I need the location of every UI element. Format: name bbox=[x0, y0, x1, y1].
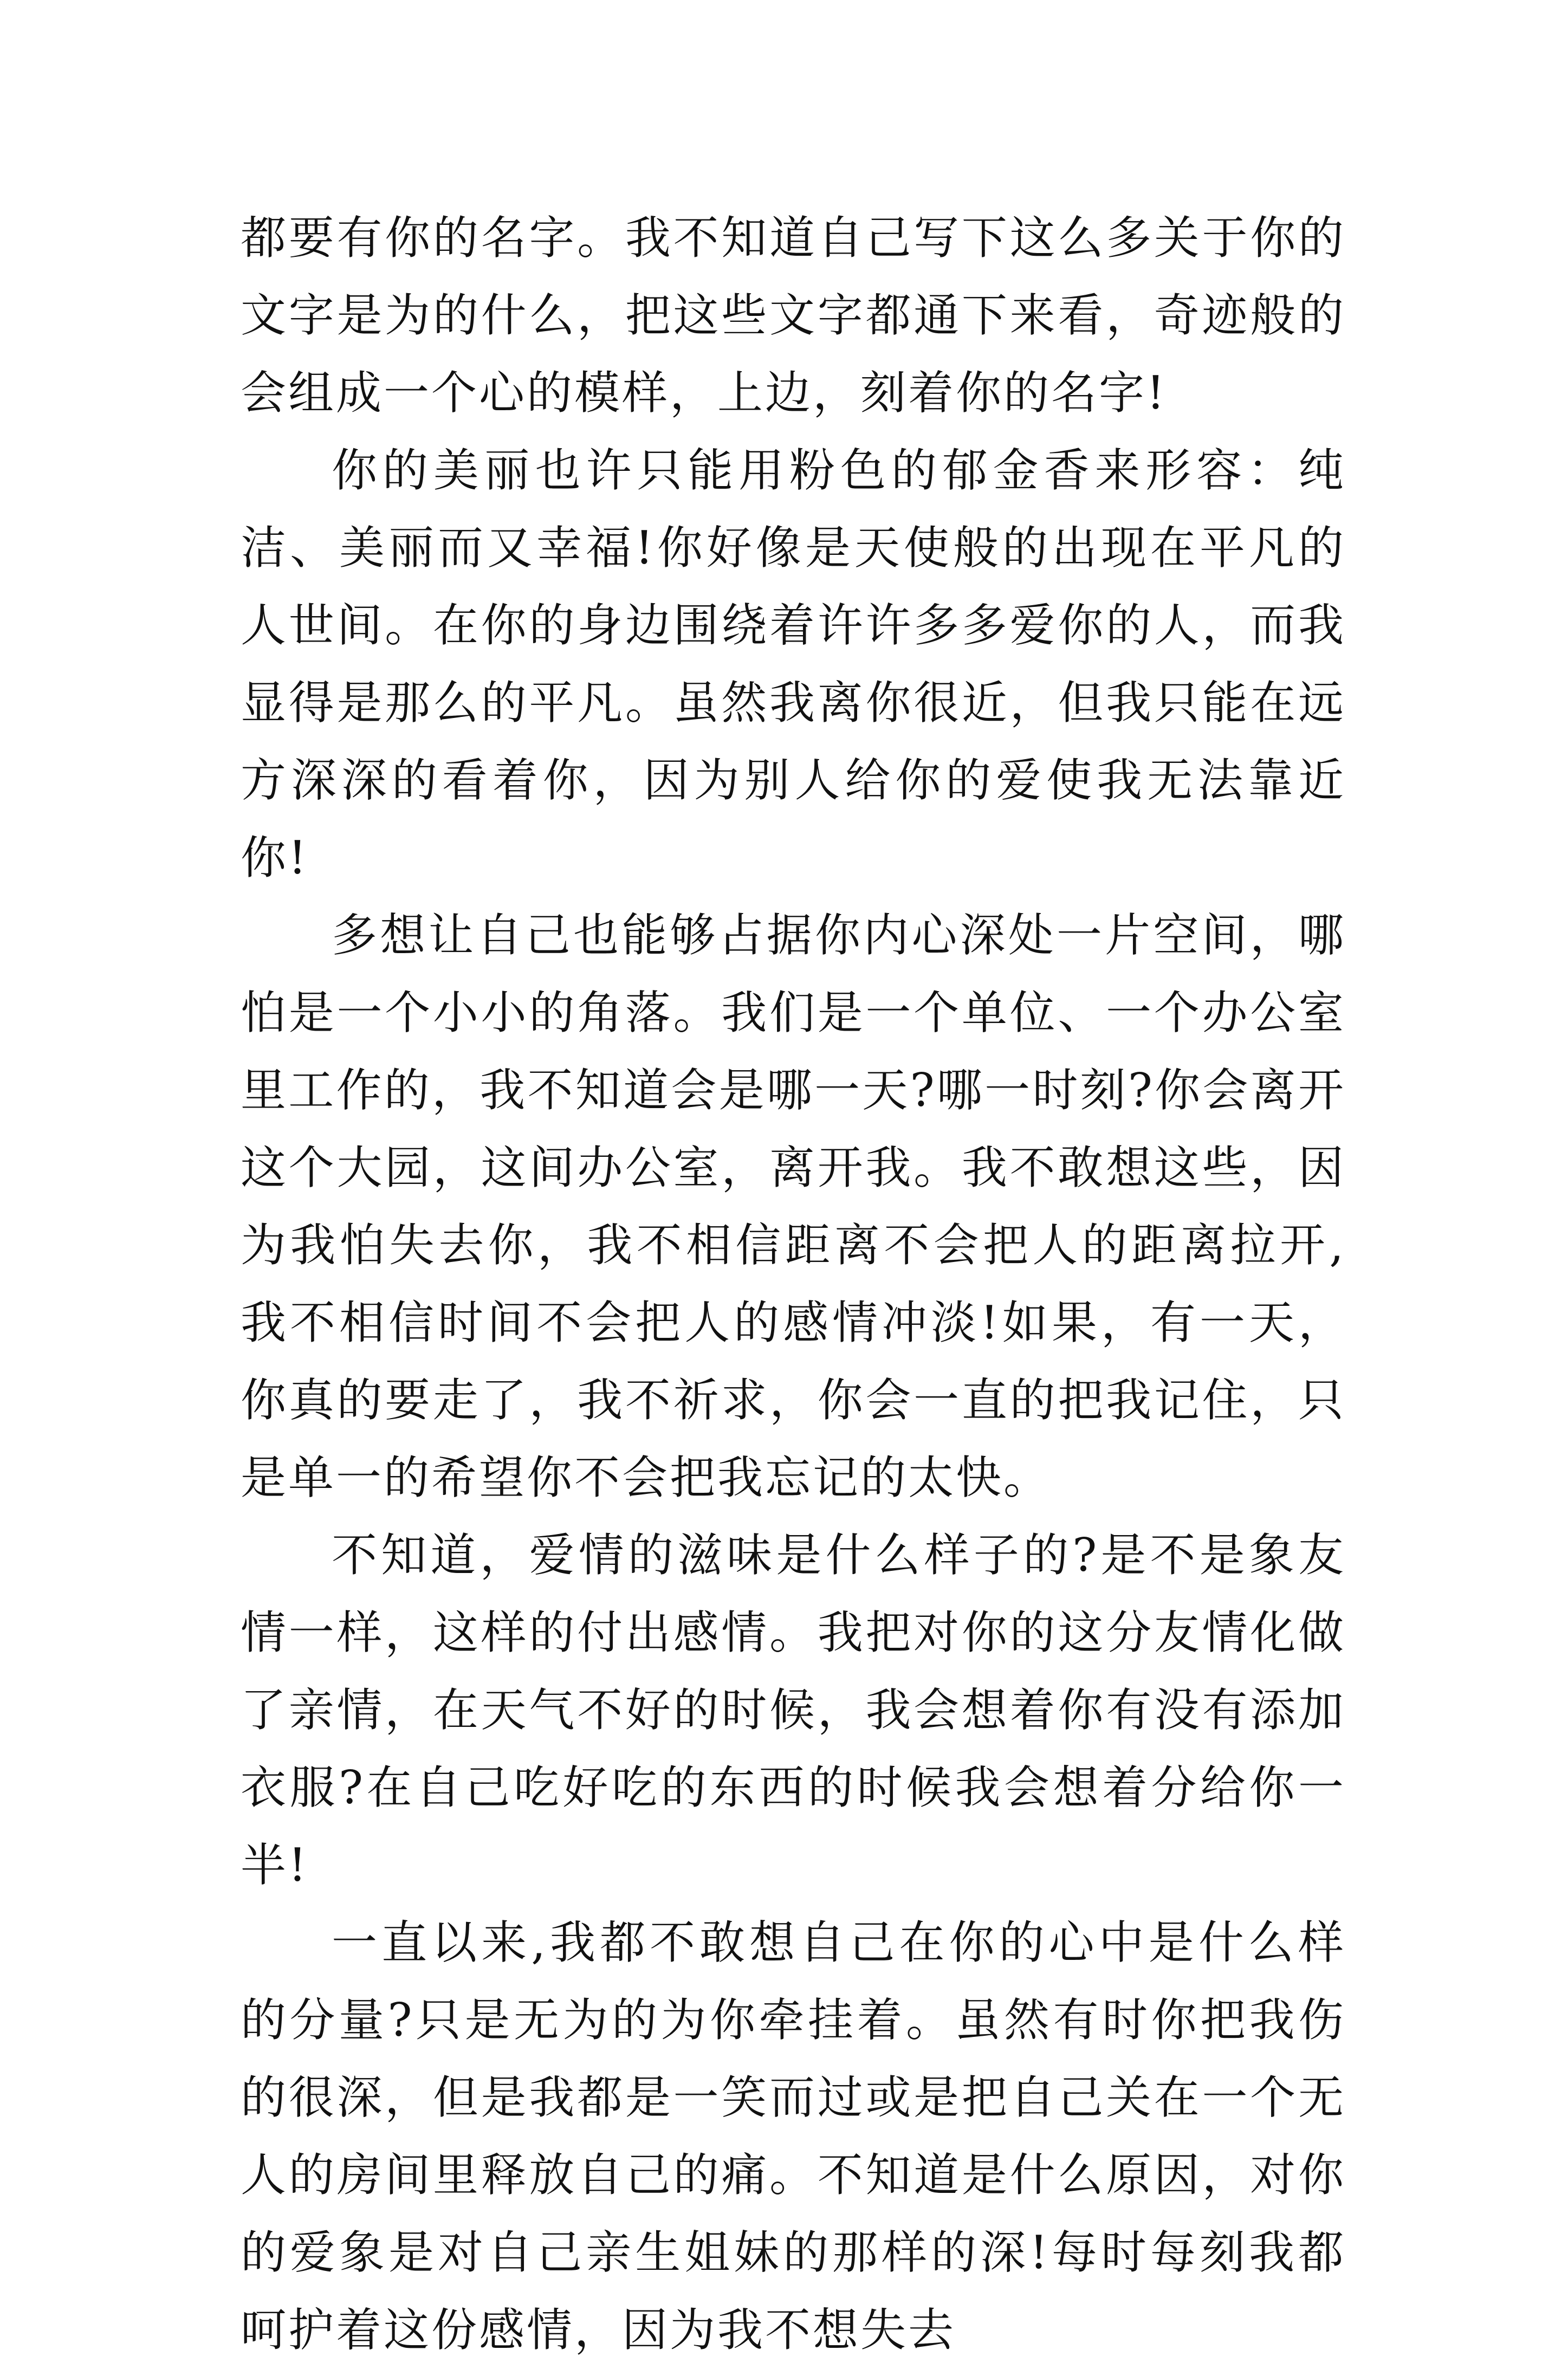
paragraph-2: 你的美丽也许只能用粉色的郁金香来形容：纯洁、美丽而又幸福!你好像是天使般的出现在平凡的人世间。在你的身边围绕着许许多多爱你的人，而我显得是那么的平凡。虽然我离你很近，但我只能在远方深深的看着你，因为别人给你的爱使我无法靠近你! bbox=[241, 444, 1346, 884]
paragraph-4: 不知道，爱情的滋味是什么样子的?是不是象友情一样，这样的付出感情。我把对你的这分友情化做了亲情，在天气不好的时候，我会想着你有没有添加衣服?在自己吃好吃的东西的时候我会想着分给你一半! bbox=[241, 1529, 1346, 1892]
paragraph-1: 都要有你的名字。我不知道自己写下这么多关于你的文字是为的什么，把这些文字都通下来看，奇迹般的会组成一个心的模样，上边，刻着你的名字! bbox=[241, 211, 1346, 419]
paragraph-3: 多想让自己也能够占据你内心深处一片空间，哪怕是一个小小的角落。我们是一个单位、一个办公室里工作的，我不知道会是哪一天?哪一时刻?你会离开这个大园，这间办公室，离开我。我不敢想这些，因为我怕失去你，我不相信距离不会把人的距离拉开,我不相信时间不会把人的感情冲淡!如果，有一天，你真的要走了，我不祈求，你会一直的把我记住，只是单一的希望你不会把我忘记的太快。 bbox=[241, 909, 1346, 1504]
paragraph-5: 一直以来,我都不敢想自己在你的心中是什么样的分量?只是无为的为你牵挂着。虽然有时你把我伤的很深，但是我都是一笑而过或是把自己关在一个无人的房间里释放自己的痛。不知道是什么原因，对你的爱象是对自己亲生姐妹的那样的深!每时每刻我都呵护着这份感情，因为我不想失去 bbox=[241, 1916, 1346, 2357]
body-text bbox=[241, 199, 1346, 2369]
